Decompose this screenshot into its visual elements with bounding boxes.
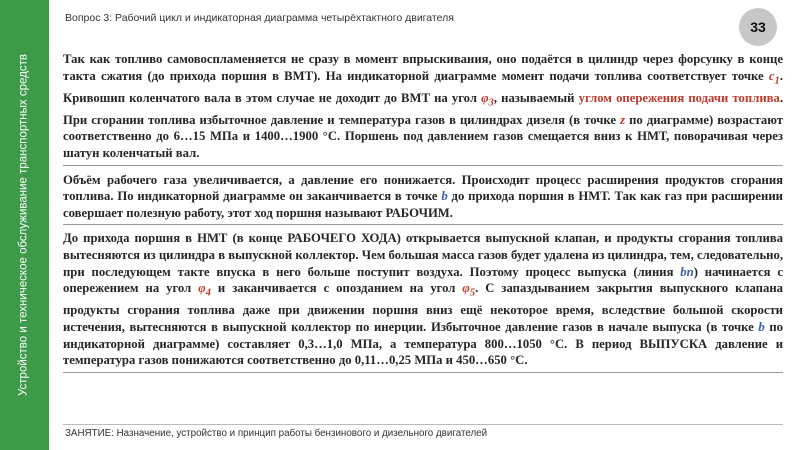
point-c1-subscript: 1 <box>774 75 780 87</box>
point-c1-letter: c <box>768 68 775 83</box>
text-run: Так как топливо самовоспламеняется не сразу в момент впрыскивания, оно подаётся в цилиндр через форсунку в конце такта сжатия (до прихода поршня в ВМТ). На индикаторной диаграмме момент подачи топлива соответствует точке <box>63 52 783 83</box>
point-b: b <box>441 189 448 204</box>
text-run: . Кривошип коленчатого вала в этом случае не доходит до ВМТ на угол <box>63 68 783 105</box>
angle-phi5 <box>462 281 476 299</box>
paragraph-fuel-injection <box>63 51 783 166</box>
point-b: b <box>758 319 765 334</box>
sidebar <box>0 0 49 450</box>
text-run: по индикаторной диаграмме) составляет 0,3…1,0 МПа, а температура 800…1050 °С. В период ВЫПУСКА давление и температура газов понижаются соответственно до 0,11…0,25 МПа и 450…650 °С. <box>63 319 783 368</box>
text-run: . При сгорании топлива избыточное давление и температура газов в цилиндрах дизеля (в точке <box>63 90 783 127</box>
question-header: Вопрос 3: Рабочий цикл и индикаторная диаграмма четырёхтактного двигателя <box>65 12 454 24</box>
line-bn: bn <box>680 264 694 279</box>
text-run: до прихода поршня в НМТ. Так как газ при расширении совершает полезную работу, этот ход поршня называют РАБОЧИМ. <box>63 189 783 220</box>
lesson-topic-footer: ЗАНЯТИЕ: Назначение, устройство и принцип работы бензинового и дизельного двигателей <box>65 428 488 439</box>
text-run: Объём рабочего газа увеличивается, а давление его понижается. Происходит процесс расширения продуктов сгорания топлива. По индикаторной диаграмме он заканчивается в точке <box>63 172 783 204</box>
angle-phi5-subscript: 5 <box>469 287 476 299</box>
slide-content <box>63 51 783 373</box>
angle-phi3 <box>481 90 494 109</box>
paragraph-expansion <box>63 172 783 226</box>
point-z: z <box>620 112 626 127</box>
text-run: и заканчивается с опозданием на угол <box>210 281 463 296</box>
text-run: До прихода поршня в НМТ (в конце РАБОЧЕГО ХОДА) открывается выпускной клапан, и продукты сгорания топлива вытесняются из цилиндра в выпускной коллектор. Чем большая масса газов будет удалена из цилиндра, тем, следовательно, при последующем такте впуска в него больше поступит воздуха. Поэтому процесс выпуска (линия <box>63 231 783 279</box>
text-run: ) начинается с опережением на угол <box>63 264 783 296</box>
footer-divider <box>63 424 783 425</box>
angle-phi4 <box>198 281 211 299</box>
slide-number-badge: 33 <box>739 8 777 46</box>
paragraph-exhaust <box>63 230 783 372</box>
angle-phi3-subscript: 3 <box>488 97 494 109</box>
text-run: , называемый <box>493 90 579 105</box>
text-run: по диаграмме) возрастают соответственно до 6…15 МПа и 1400…1900 °С. Поршень под давлением газов смещается вниз к НМТ, поворачивая через шатун коленчатый вал. <box>63 112 783 161</box>
term-injection-advance-angle: углом опережения подачи топлива <box>578 90 780 105</box>
angle-phi5-symbol: φ <box>462 281 470 296</box>
point-c1 <box>768 68 780 87</box>
text-run: . С запаздыванием закрытия выпускного клапана продукты сгорания топлива даже при движении поршня вниз ещё некоторое время, вследствие большой скорости истечения, вытесняются в выпускной коллектор по инерции. Избыточное давление газов в начале выпуска (в точке <box>63 281 783 334</box>
angle-phi3-symbol: φ <box>481 90 489 105</box>
angle-phi4-subscript: 4 <box>205 287 211 299</box>
sidebar-title: Устройство и техническое обслуживание транспортных средств <box>17 54 30 396</box>
angle-phi4-symbol: φ <box>198 281 206 296</box>
